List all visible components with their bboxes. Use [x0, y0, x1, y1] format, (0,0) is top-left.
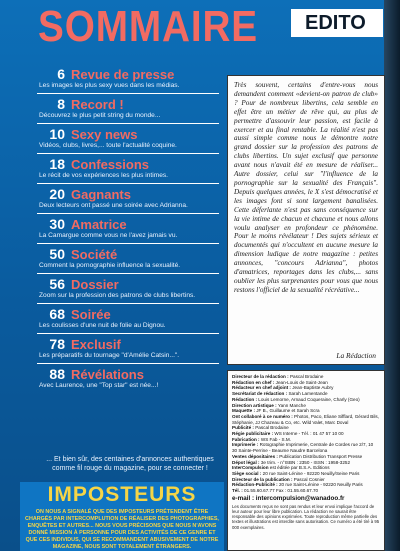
credit-value: Publication Distribution Transport Presse	[279, 453, 363, 459]
credit-label: Rédaction en chef :	[232, 379, 275, 385]
toc-heading	[39, 246, 219, 262]
credit-label: Direction artistique :	[232, 402, 277, 408]
binding-spine	[384, 0, 400, 551]
toc-title: Exclusif	[71, 337, 121, 352]
toc-description: Avec Laurence, une "Top star" est née...!	[39, 382, 159, 389]
toc-item[interactable]	[37, 243, 219, 273]
toc-title: Société	[71, 247, 118, 262]
toc-description: Deux lecteurs ont passé une soirée avec Adrianna.	[39, 202, 188, 209]
credit-label: Dépot légal :	[232, 459, 260, 465]
credit-label: Imprimerie :	[232, 442, 259, 448]
credit-value: Louis Lemorne, Arnaud Coqueraine, Charly (Geo)	[258, 396, 360, 402]
toc-page-number: 30	[49, 216, 65, 232]
notice-title: IMPOSTEURS	[47, 483, 197, 506]
credit-label: Siège social :	[232, 470, 262, 476]
credit-value: WS Fab - S.M.	[260, 436, 291, 442]
contact-email[interactable]: e-mail : intercompulsion@wanadoo.fr	[232, 494, 345, 502]
credit-value: Stéphanie, JJ Chazeau & Co, etc. Wild Valet, Marc Doval	[232, 419, 349, 425]
credit-value: Jean-Louis de Saint-Jean	[275, 379, 328, 385]
toc-description: Le récit de vos expériences les plus intimes.	[39, 172, 169, 179]
toc-title: Gagnants	[71, 187, 131, 202]
toc-description: La Camargue comme vous ne l'avez jamais vu.	[39, 232, 178, 239]
credit-value: Rotographie Imprimerie, Centrale de Cordes rue 2/7, 10	[259, 442, 374, 448]
credit-value: 3e trim. - n°ISBN : 2350 - ISSN : 1958-3252	[260, 459, 351, 465]
toc-item[interactable]	[37, 153, 219, 183]
toc-title: Record !	[71, 97, 124, 112]
toc-description: Découvrez le plus petit string du monde...	[39, 112, 161, 119]
toc-title: Soirée	[71, 307, 111, 322]
toc-footer-note: ... Et bien sûr, des centaines d'annonces authentiques comme fil rouge du magazine, pour se connecter !	[46, 456, 214, 472]
toc-heading	[39, 276, 219, 292]
credit-value: JF B., Guillaume et Sarah Scra	[256, 408, 320, 414]
toc-item[interactable]	[37, 64, 219, 93]
toc-description: Comment la pornographie influence la sexualité.	[39, 262, 181, 269]
credit-label: Tél. :	[232, 488, 243, 494]
credit-value: Pascal Brodaine	[255, 425, 289, 431]
legal-notice: Les documents reçus ne sont pas rendus et leur envoi implique l'accord de leur auteur pour leur libre publication. La rédaction ne saurait être responsable des opinions exprimées. Toute reproduction même partielle des textes et illustrations est interdite sans autorisation. Ce numéro a été tiré à 95 000 exemplaires.	[232, 503, 380, 530]
toc-heading	[39, 306, 219, 322]
table-of-contents	[37, 64, 219, 393]
toc-page-number: 50	[49, 246, 65, 262]
notice-text: ON NOUS A SIGNALÉ QUE DES IMPOSTEURS PRÉTENDENT ÊTRE CHARGÉS PAR INTERCOMPLUTION DE RÉALISER DES PHOTOGRAPHIES, ENQUÊTES ET AUTRES... NOUS VOUS PRÉCISONS QUE NOUS N'AVONS DONNÉ MISSION À PERSONNE POUR DES ACTIVITÉS DE CE GENRE ET QUE CES INDIVIDUS, QUI SE RECOMMANDENT ABUSIVEMENT DE NOTRE MAGAZINE, NOUS SONT TOTALEMENT ÉTRANGERS.	[25, 509, 219, 550]
credit-value: est éditée par B.S.A. Editions	[269, 465, 330, 471]
credit-value: 20 rue Saint-Lénine - 92220 Neuilly Paris	[278, 482, 363, 488]
toc-item[interactable]	[37, 273, 219, 303]
credit-value: WS Interne - Tél. : 01 47 57 10 00	[274, 431, 344, 437]
edito-signature: La Rédaction	[336, 351, 376, 360]
toc-title: Amatrice	[71, 217, 127, 232]
credit-label: Publicité :	[232, 425, 254, 431]
toc-page-number: 10	[49, 126, 65, 142]
credit-value: 20 rue Saint-Lénine - 92220 Neuilly/Seine Paris	[262, 470, 360, 476]
credit-label: InterCompulsion	[232, 465, 269, 471]
credit-value: 30 Sainte-Perrine - Beaume Naudre Barcelona	[232, 448, 328, 454]
credit-label: Maquette :	[232, 408, 255, 414]
credit-value: Photos, Paco, Eliane Sifflard, Gérard Bils,	[294, 413, 379, 419]
toc-heading	[39, 156, 219, 172]
masthead-credits	[227, 370, 385, 551]
toc-page-number: 18	[49, 156, 65, 172]
toc-heading	[39, 66, 219, 82]
credit-label: Fabrication :	[232, 436, 260, 442]
credit-value: Pascal Cosnier	[293, 476, 325, 482]
credit-value: Yann Manche	[277, 402, 306, 408]
credit-label: Ventes dépositaires :	[232, 453, 278, 459]
toc-title: Sexy news	[71, 127, 138, 142]
toc-page-number: 78	[49, 336, 65, 352]
credit-label: Rédacteur en chef adjoint :	[232, 385, 291, 391]
credit-label: Rédaction :	[232, 396, 258, 402]
toc-page-number: 56	[49, 276, 65, 292]
toc-heading	[39, 216, 219, 232]
toc-item[interactable]	[37, 333, 219, 363]
toc-heading	[39, 126, 219, 142]
imposteurs-notice	[20, 482, 224, 551]
toc-description: Les images les plus sexy vues dans les médias.	[39, 82, 180, 89]
credit-label: Régie publicitaire :	[232, 431, 274, 437]
credit-value: 01.55.60.67.77 Fax : 01.55.60.67.70	[244, 488, 319, 494]
page-title: SOMMAIRE	[38, 2, 258, 51]
toc-title: Revue de presse	[71, 67, 175, 82]
toc-description: Vidéos, clubs, livres,... toute l'actualité coquine.	[39, 142, 177, 149]
toc-title: Dossier	[71, 277, 119, 292]
credit-label: Ont collaboré à ce numéro :	[232, 413, 293, 419]
toc-item[interactable]	[37, 363, 219, 393]
credit-value: Sarah Lamentande	[288, 391, 328, 397]
toc-page-number: 88	[49, 366, 65, 382]
toc-description: Zoom sur la profession des patrons de clubs libertins.	[39, 292, 196, 299]
credit-value: Jean-Baptiste Aubry	[292, 385, 334, 391]
toc-item[interactable]	[37, 183, 219, 213]
toc-page-number: 6	[57, 66, 65, 82]
credit-value: Pascal Brodaine	[289, 374, 324, 379]
toc-item[interactable]	[37, 303, 219, 333]
toc-heading	[39, 366, 219, 382]
toc-page-number: 8	[57, 96, 65, 112]
toc-item[interactable]	[37, 123, 219, 153]
credit-label: Directeur de la rédaction :	[232, 374, 289, 379]
credit-label: Directeur de la publication :	[232, 476, 293, 482]
toc-title: Confessions	[71, 157, 150, 172]
toc-description: Les coulisses d'une nuit de folie au Dignou.	[39, 322, 166, 329]
edito-box	[227, 75, 385, 365]
credit-label: Rédaction-Publicité :	[232, 482, 278, 488]
toc-page-number: 20	[49, 186, 65, 202]
edito-label: EDITO	[291, 9, 383, 37]
credit-label: Secrétariat de rédaction :	[232, 391, 288, 397]
toc-description: Les préparatifs du tournage "d'Amélie Catsin...".	[39, 352, 180, 359]
toc-heading	[39, 96, 219, 112]
toc-page-number: 68	[49, 306, 65, 322]
toc-item[interactable]	[37, 213, 219, 243]
edito-text: Très souvent, certains d'entre-vous nous demandent comment «devient-on patron de club» ? Pour de nombreux libertins, cela semble en effet être un métier de rêve qui, au plus de permettre d'assouvir leur passion, est facile à exercer et au final rentable. La réalité n'est pas aussi simple comme nous le démontre notre grand dossier sur la profession des patrons de clubs libertins. Un sujet exclusif que personne avant nous n'avait été en mesure de réaliser... Autre dossier, celui sur "l'influence de la pornographie sur la sexualité des Français". Depuis quelques années, le X s'est démocratisé et les images font si sont largement banalisées. Cette déferlante n'est pas sans conséquence sur la vie intime de chacun et chacune et nous allons voulu analyser en profondeur ce phénomène. Pour le moins révélateur ! Des sujets sérieux et documentés qui n'occultent en aucune mesure la dimension ludique de notre magazine : petites annonces, "concours Adrianna", photos d'amatrices, reportages dans les clubs,... sans oublier les plus surprenantes pour vous que nous restons l'officiel de la sexualité récréative...	[234, 81, 378, 294]
credit-line	[232, 488, 380, 494]
toc-heading	[39, 186, 219, 202]
credits-list	[232, 374, 380, 494]
toc-title: Révélations	[71, 367, 144, 382]
toc-heading	[39, 336, 219, 352]
toc-item[interactable]	[37, 93, 219, 123]
